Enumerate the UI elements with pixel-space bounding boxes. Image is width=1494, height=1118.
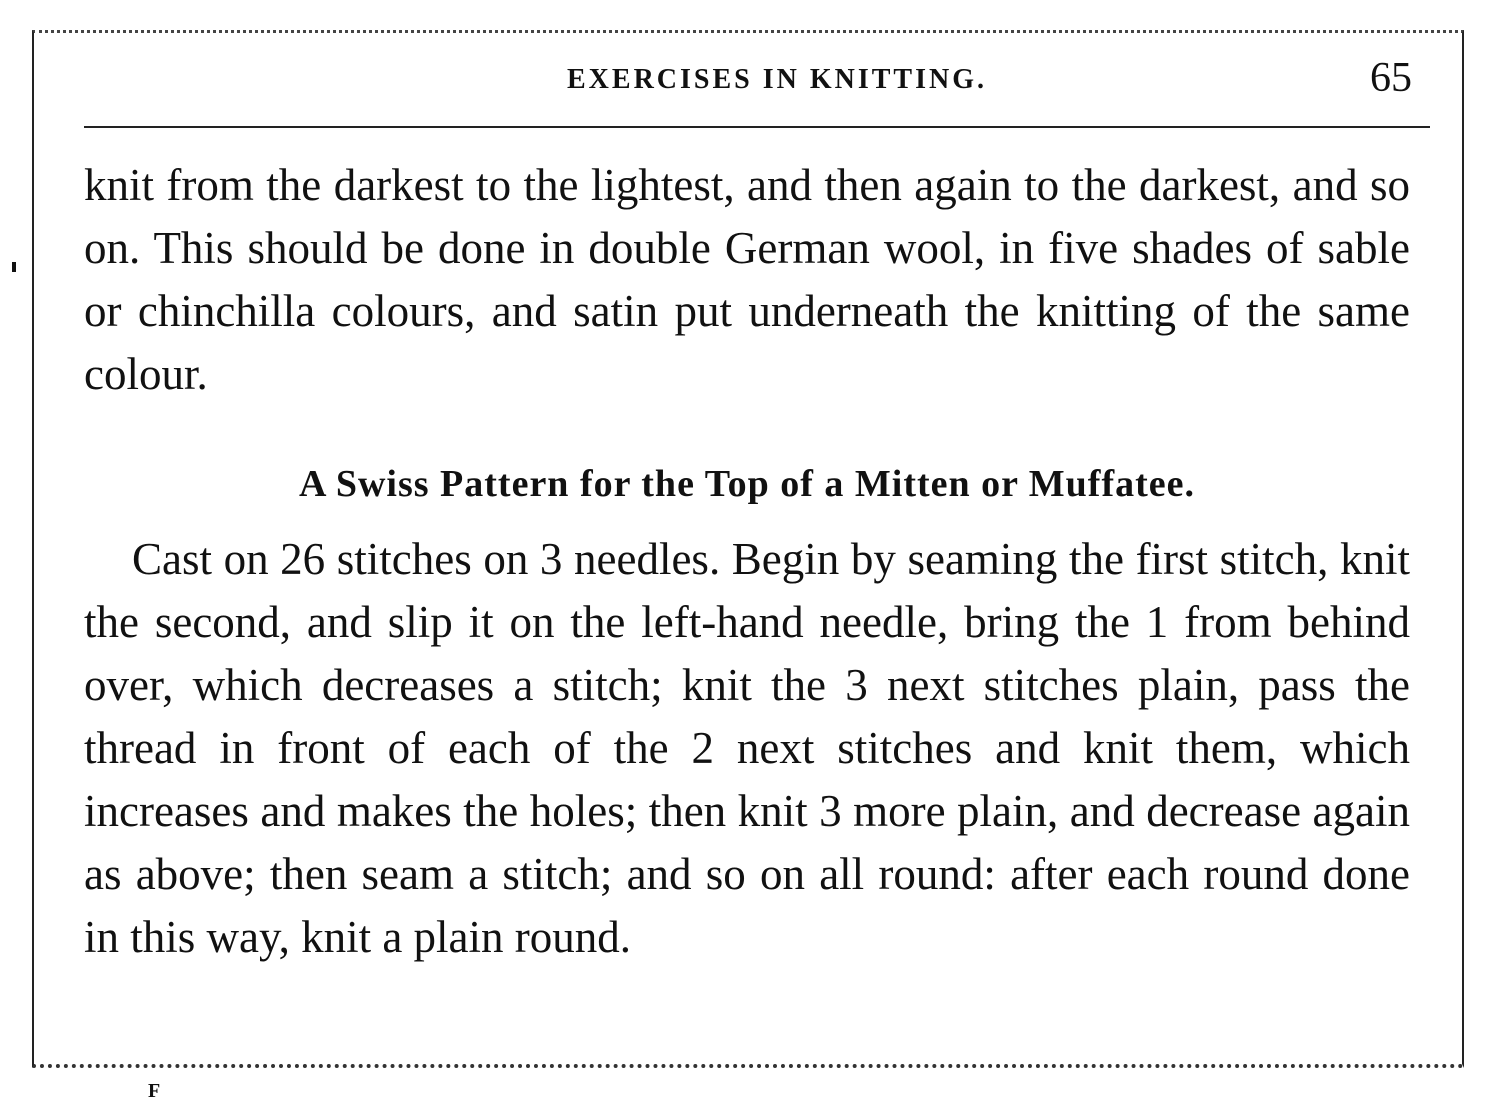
page-header xyxy=(84,50,1430,128)
ink-speck xyxy=(12,262,16,272)
signature-mark: F xyxy=(148,1080,161,1102)
continuation-paragraph: knit from the darkest to the lightest, and then again to the darkest, and so on. This should be done in double German wool, in five shades of sable or chinchilla colours, and satin put underneath the knitting of the same colour. xyxy=(84,160,1410,399)
running-head: EXERCISES IN KNITTING. xyxy=(567,64,987,95)
instructions-paragraph: Cast on 26 stitches on 3 needles. Begin by seaming the first stitch, knit the second, and slip it on the left-hand needle, bring the 1 from behind over, which decreases a stitch; knit the 3 next stitches plain, pass the thread in front of each of the 2 next stitches and knit them, which increases and makes the holes; then knit 3 more plain, and decrease again as above; then seam a stitch; and so on all round: after each round done in this way, knit a plain round. xyxy=(84,534,1410,962)
section-heading: A Swiss Pattern for the Top of a Mitten or Muffatee. xyxy=(299,463,1195,505)
page-number: 65 xyxy=(1370,55,1412,101)
